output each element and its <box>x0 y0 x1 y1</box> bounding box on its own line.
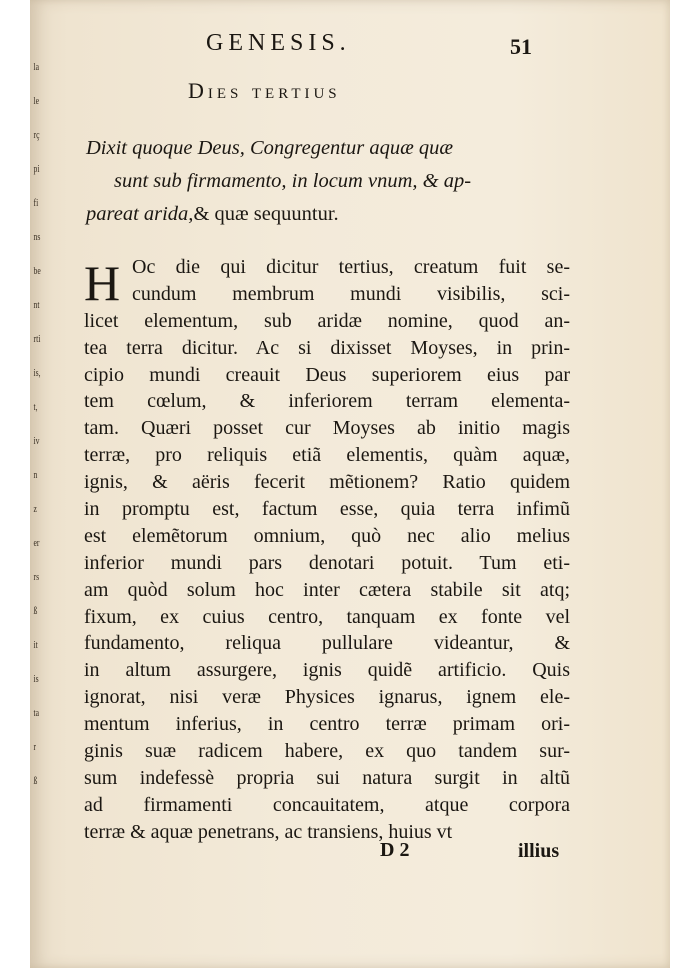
text-line: cundum membrum mundi visibilis, sci- <box>132 282 570 305</box>
text-line: inferior mundi pars denotari potuit. Tum eti- <box>84 551 570 574</box>
summary-line: sunt sub firmamento, in locum vnum, & ap- <box>114 170 472 192</box>
gutter-fragment: rs <box>33 571 40 583</box>
text-line: cipio mundi creauit Deus superiorem eius par <box>84 363 570 386</box>
summary-line-italic: pareat arida, <box>86 203 194 225</box>
gutter-fragment: be <box>33 265 41 277</box>
gutter-fragment: ta <box>33 707 40 719</box>
gutter-fragment: is <box>33 673 39 685</box>
drop-cap: H <box>84 255 121 311</box>
gutter-fragment: n <box>33 469 38 481</box>
gutter-fragment: ß <box>33 775 38 787</box>
text-line: ginis suæ radicem habere, ex quo tandem sur- <box>84 740 570 763</box>
gutter-fragment: is, <box>33 367 41 379</box>
running-title: GENESIS. <box>206 30 351 56</box>
gutter-fragment: rç <box>33 129 40 141</box>
text-line: mentum inferius, in centro terræ primam ori- <box>84 713 570 736</box>
chapter-summary <box>86 132 546 231</box>
text-line: est elemẽtorum omnium, quò nec alio melius <box>84 524 570 547</box>
gutter-fragment: pi <box>33 163 40 175</box>
text-line: licet elementum, sub aridæ nomine, quod an- <box>84 309 570 332</box>
gutter-fragment: r <box>33 741 37 753</box>
text-line: ad firmamenti concauitatem, atque corpora <box>84 793 570 816</box>
book-page <box>30 0 670 968</box>
signature-mark: D 2 <box>380 839 410 861</box>
page-number: 51 <box>510 34 532 59</box>
catchword: illius <box>518 840 560 862</box>
gutter-fragment: iv <box>33 435 40 447</box>
summary-line: Dixit quoque Deus, Congregentur aquæ quæ <box>86 137 454 159</box>
summary-line <box>86 198 546 231</box>
text-line: fixum, ex cuius centro, tanquam ex fonte vel <box>84 605 570 628</box>
summary-line-roman: & quæ sequuntur. <box>193 203 339 225</box>
gutter-fragment: nt <box>33 299 40 311</box>
text-line: in altum assurgere, ignis quidẽ artificio. Quis <box>84 659 570 682</box>
text-line: in promptu est, factum esse, quia terra infimũ <box>84 498 570 521</box>
gutter-fragment: er <box>33 537 40 549</box>
text-line: tam. Quæri posset cur Moyses ab initio magis <box>84 417 570 440</box>
text-line: fundamento, reliqua pullulare videantur, & <box>84 632 570 655</box>
gutter-fragment: rti <box>33 333 41 345</box>
gutter-fragment: la <box>33 61 40 73</box>
text-line: am quòd solum hoc inter cætera stabile sit atq; <box>84 578 570 601</box>
text-line: ignorat, nisi veræ Physices ignarus, ignem ele- <box>84 686 570 709</box>
gutter-fragment: fi <box>33 197 39 209</box>
text-line: Oc die qui dicitur tertius, creatum fuit se- <box>132 256 570 278</box>
gutter-fragment: z <box>33 503 37 515</box>
text-line: terræ & aquæ penetrans, ac transiens, huius vt <box>84 820 453 843</box>
text-line: sum indefessè propria sui natura surgit in altũ <box>84 766 570 789</box>
text-line: ignis, & aëris fecerit mẽtionem? Ratio quidem <box>84 471 570 494</box>
gutter-fragment: t, <box>33 401 38 413</box>
section-heading: Dies tertius <box>188 78 341 103</box>
facing-page-gutter-text <box>30 60 48 820</box>
text-line: terræ, pro reliquis etiã elementis, quàm aquæ, <box>84 444 570 467</box>
gutter-fragment: ß <box>33 605 38 617</box>
gutter-fragment: ns <box>33 231 41 243</box>
text-line: tea terra dicitur. Ac si dixisset Moyses, in prin- <box>84 336 570 359</box>
text-line: tem cœlum, & inferiorem terram elementa- <box>84 390 570 413</box>
gutter-fragment: it <box>33 639 38 651</box>
body-text <box>84 254 570 846</box>
gutter-fragment: le <box>33 95 40 107</box>
